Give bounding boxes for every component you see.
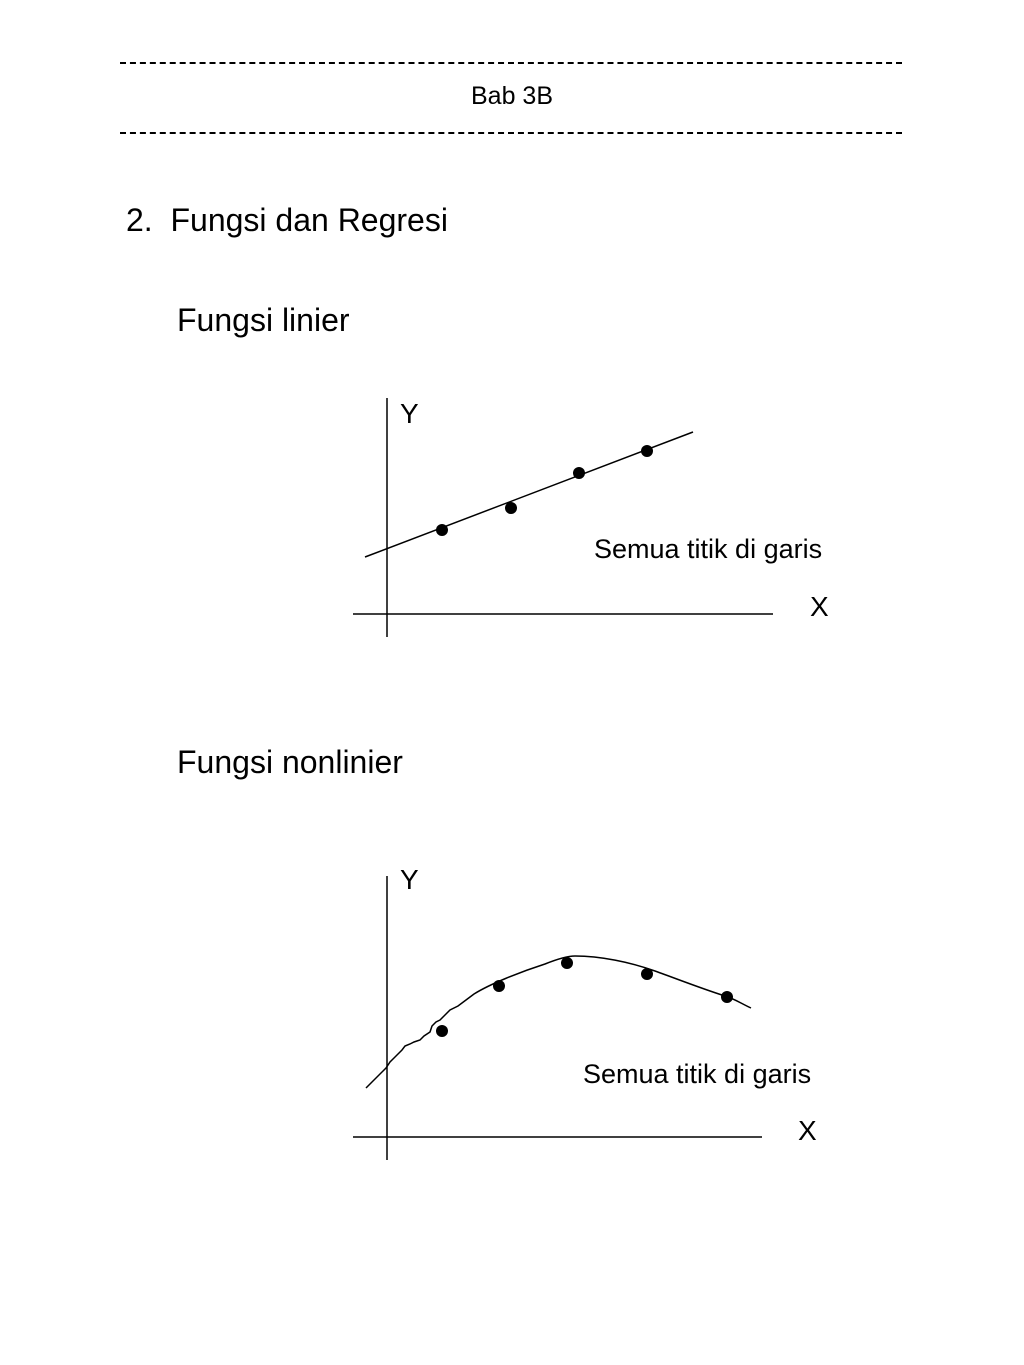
data-point bbox=[641, 445, 653, 457]
nonlinear-function-heading: Fungsi nonlinier bbox=[177, 744, 403, 780]
data-point bbox=[493, 980, 505, 992]
linear-function-heading: Fungsi linier bbox=[177, 302, 350, 338]
section-number: 2. bbox=[126, 202, 153, 238]
data-point bbox=[721, 991, 733, 1003]
data-point bbox=[436, 524, 448, 536]
nonlinear-function-graph bbox=[0, 860, 1024, 1160]
y-axis-label: Y bbox=[400, 398, 419, 429]
x-axis-label: X bbox=[798, 1115, 817, 1146]
section-title bbox=[126, 202, 448, 239]
graph-caption: Semua titik di garis bbox=[594, 534, 823, 564]
x-axis-label: X bbox=[810, 591, 829, 622]
linear-function-graph bbox=[0, 390, 1024, 690]
data-point bbox=[561, 957, 573, 969]
section-title-text: Fungsi dan Regresi bbox=[170, 202, 448, 238]
graph-caption: Semua titik di garis bbox=[583, 1059, 812, 1089]
top-dashed-rule bbox=[120, 62, 902, 64]
chapter-title: Bab 3B bbox=[470, 82, 553, 110]
data-point bbox=[436, 1025, 448, 1037]
data-point bbox=[573, 467, 585, 479]
bottom-dashed-rule bbox=[120, 132, 902, 134]
data-point bbox=[505, 502, 517, 514]
data-point bbox=[641, 968, 653, 980]
y-axis-label: Y bbox=[400, 864, 419, 895]
